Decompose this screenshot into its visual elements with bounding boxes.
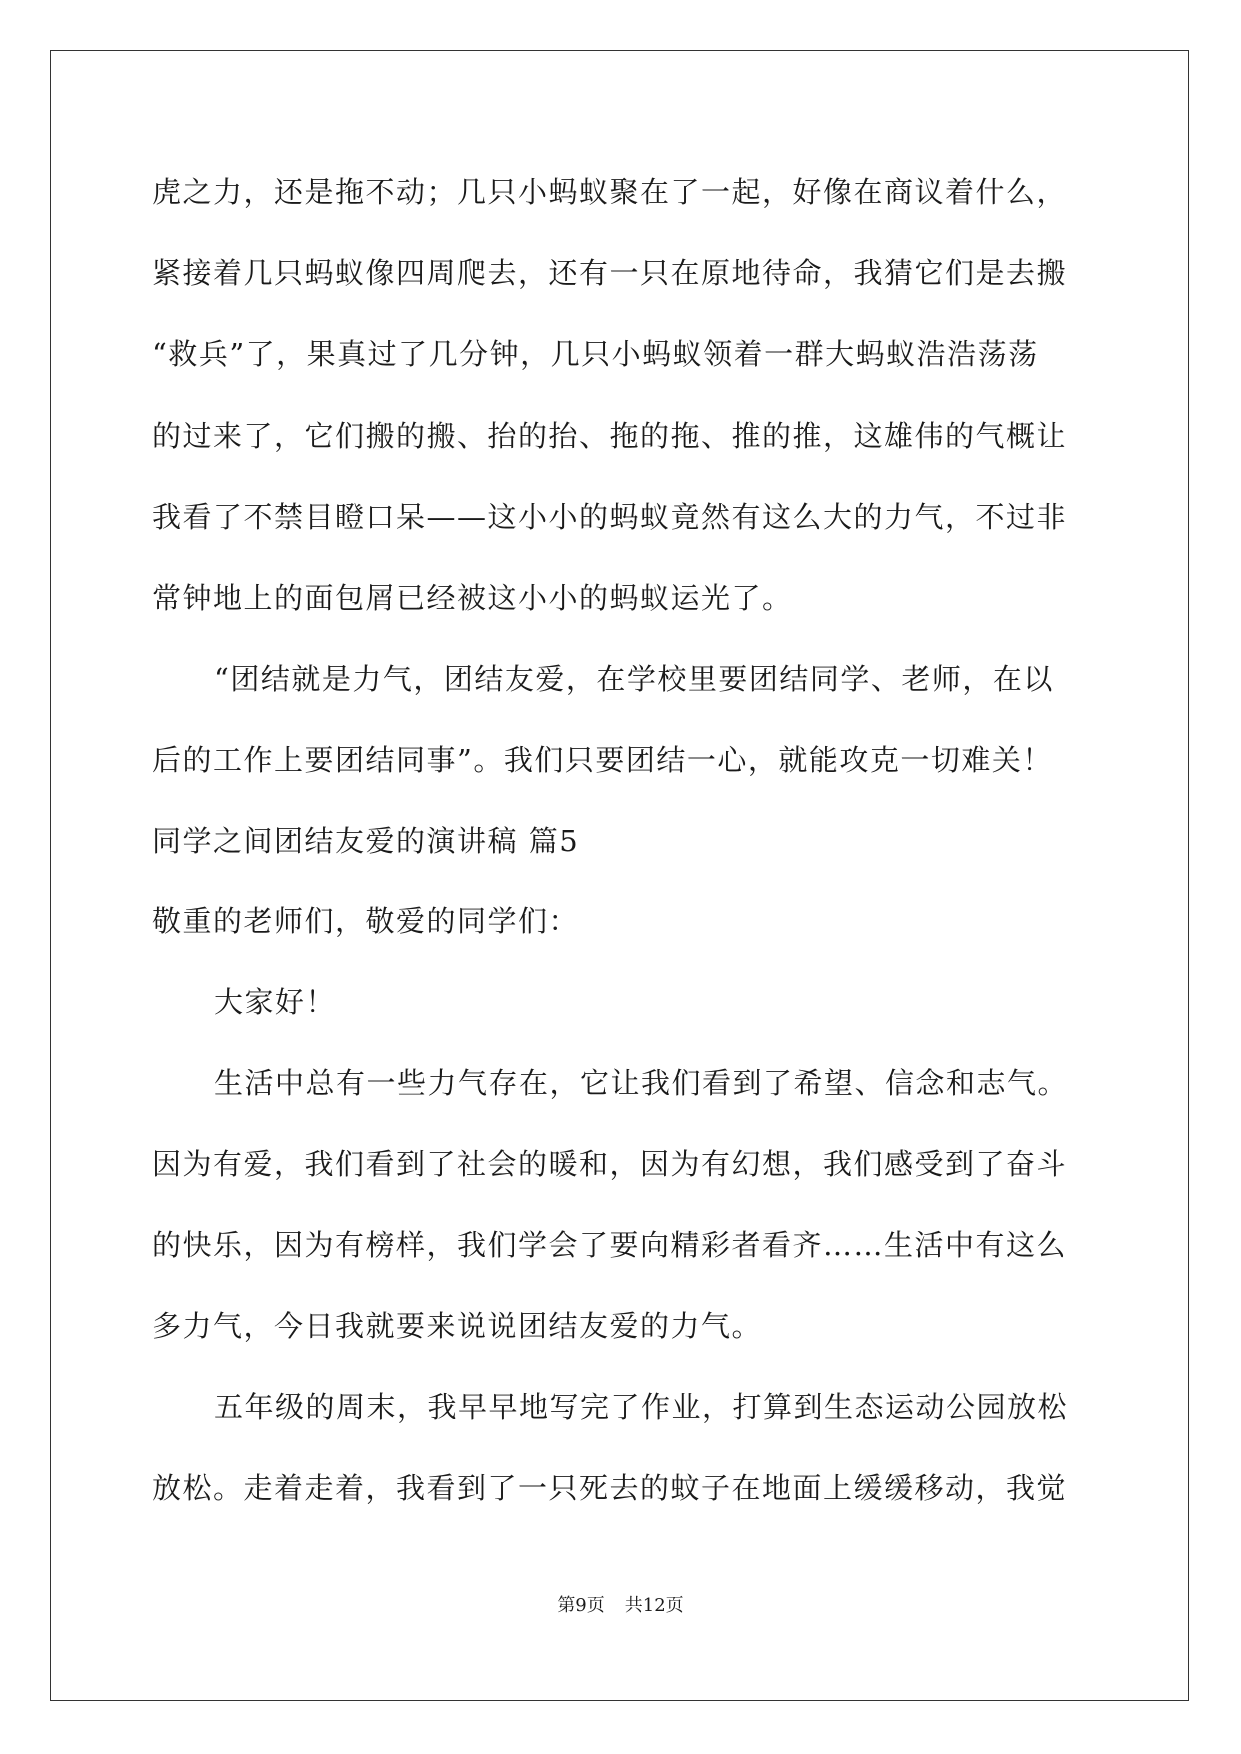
- text-line: 后的工作上要团结同事”。我们只要团结一心，就能攻克一切难关！: [152, 743, 1053, 777]
- greeting: 大家好！: [214, 985, 337, 1019]
- section-heading: 同学之间团结友爱的演讲稿 篇5: [152, 824, 580, 858]
- page-total: 共12页: [624, 1595, 684, 1616]
- page-number: 第9页: [557, 1595, 605, 1616]
- text-line: 放松。走着走着，我看到了一只死去的蚊子在地面上缓缓移动，我觉: [152, 1471, 1068, 1505]
- text-line: 常钟地上的面包屑已经被这小小的蚂蚁运光了。: [152, 581, 793, 615]
- text-line: 的过来了，它们搬的搬、抬的抬、拖的拖、推的推，这雄伟的气概让: [152, 419, 1068, 453]
- text-line: 紧接着几只蚂蚁像四周爬去，还有一只在原地待命，我猜它们是去搬: [152, 256, 1068, 290]
- text-line: 的快乐，因为有榜样，我们学会了要向精彩者看齐……生活中有这么: [152, 1228, 1068, 1262]
- text-line: “救兵”了，果真过了几分钟，几只小蚂蚁领着一群大蚂蚁浩浩荡荡: [152, 337, 1039, 371]
- text-line: 我看了不禁目瞪口呆——这小小的蚂蚁竟然有这么大的力气，不过非: [152, 500, 1068, 534]
- text-line: 虎之力，还是拖不动；几只小蚂蚁聚在了一起，好像在商议着什么，: [152, 175, 1068, 209]
- text-line: 五年级的周末，我早早地写完了作业，打算到生态运动公园放松: [214, 1390, 1069, 1424]
- page-frame: [50, 50, 1189, 1701]
- text-line: 因为有爱，我们看到了社会的暖和，因为有幻想，我们感受到了奋斗: [152, 1147, 1068, 1181]
- text-line: “团结就是力气，团结友爱，在学校里要团结同学、老师，在以: [214, 662, 1054, 696]
- text-line: 生活中总有一些力气存在，它让我们看到了希望、信念和志气。: [214, 1066, 1069, 1100]
- salutation: 敬重的老师们，敬爱的同学们：: [152, 904, 580, 938]
- text-line: 多力气，今日我就要来说说团结友爱的力气。: [152, 1309, 763, 1343]
- page-footer: [0, 1594, 1241, 1618]
